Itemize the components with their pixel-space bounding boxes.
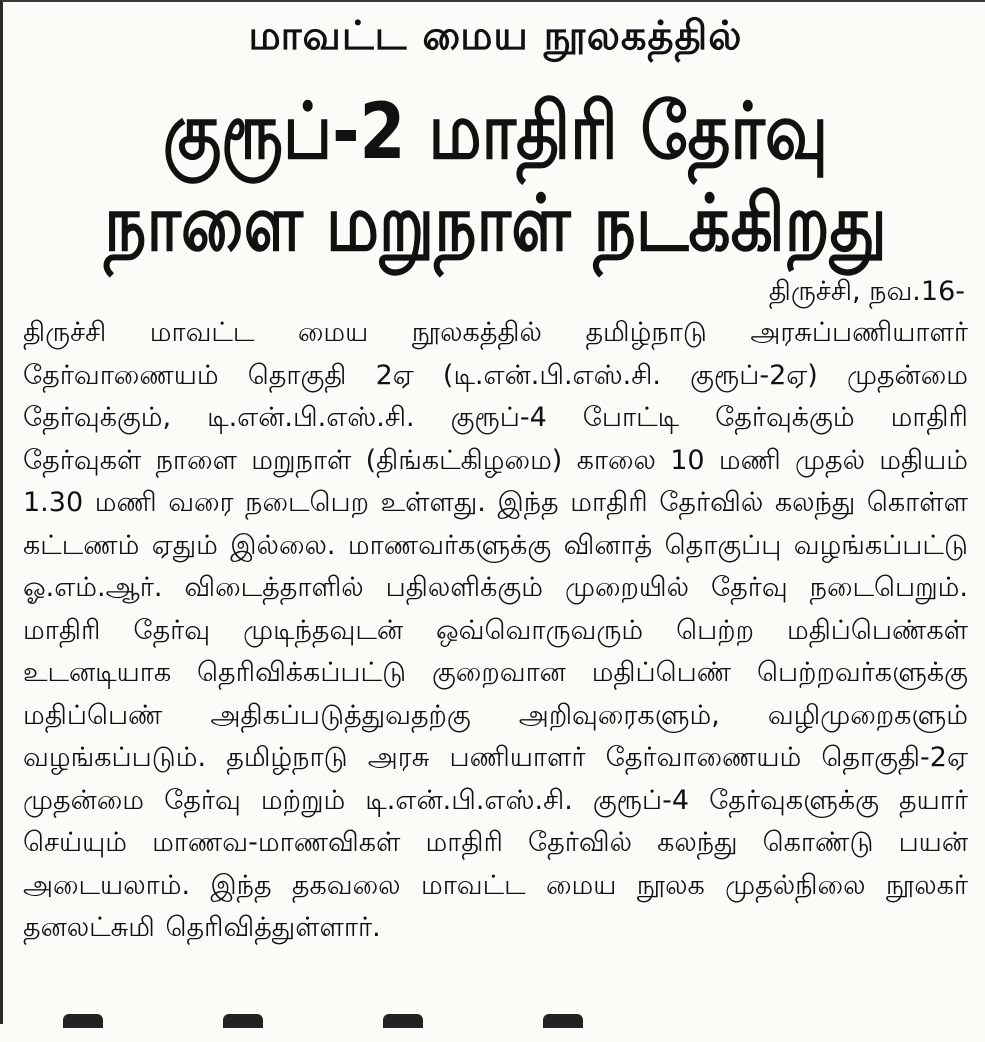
article-body: திருச்சி மாவட்ட மைய நூலகத்தில் தமிழ்நாடு அரசுப்பணியாளர் தேர்வாணையம் தொகுதி 2ஏ (டி.என்.பி.எஸ்.சி. குரூப்-2ஏ) முதன்மை தேர்வுக்கும், டி.என்.பி.எஸ்.சி. குரூப்-4 போட்டி தேர்வுக்கும் மாதிரி தேர்வுகள் நாளை மறுநாள் (திங்கட்கிழமை) காலை 10 மணி முதல் மதியம் 1.30 மணி வரை நடைபெற உள்ளது. இந்த மாதிரி தேர்வில் கலந்து கொள்ள கட்டணம் ஏதும் இல்லை. மாணவர்களுக்கு வினாத் தொகுப்பு வழங்கப்பட்டு ஓ.எம்.ஆர். விடைத்தாளில் பதிலளிக்கும் முறையில் தேர்வு நடைபெறும். மாதிரி தேர்வு முடிந்தவுடன் ஒவ்வொருவரும் பெற்ற மதிப்பெண்கள் உடனடியாக தெரிவிக்கப்பட்டு குறைவான மதிப்பெண் பெற்றவர்களுக்கு மதிப்பெண் அதிகப்படுத்துவதற்கு அறிவுரைகளும், வழிமுறைகளும் வழங்கப்படும். தமிழ்நாடு அரசு பணியாளர் தேர்வாணையம் தொகுதி-2ஏ முதன்மை தேர்வு மற்றும் டி.என்.பி.எஸ்.சி. குரூப்-4 தேர்வுகளுக்கு தயார் செய்யும் மாணவ-மாணவிகள் மாதிரி தேர்வில் கலந்து கொண்டு பயன் அடையலாம். இந்த தகவலை மாவட்ட மைய நூலக முதல்நிலை நூலகர் தனலட்சுமி தெரிவித்துள்ளார்.	[23, 317, 968, 943]
cut-off-glyph	[223, 1014, 263, 1028]
article-kicker: மாவட்ட மைய நூலகத்தில்	[248, 13, 743, 59]
cut-off-glyph	[383, 1014, 423, 1028]
dateline: திருச்சி, நவ.16-	[768, 276, 965, 307]
headline-line-1: குரூப்-2 மாதிரி தேர்வு	[162, 85, 829, 177]
cut-off-glyph	[543, 1014, 583, 1028]
headline-line-2: நாளை மறுநாள் நடக்கிறது	[104, 177, 887, 269]
cut-off-next-headline	[63, 1014, 923, 1042]
cut-off-glyph	[63, 1014, 103, 1028]
